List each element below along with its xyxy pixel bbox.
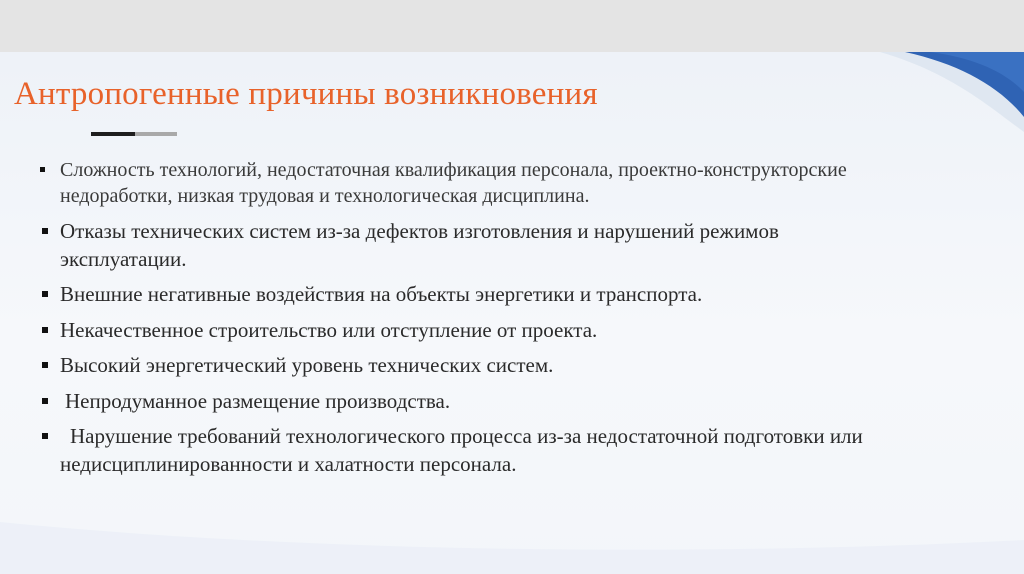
bullet-square-icon <box>42 362 48 368</box>
list-item: Высокий энергетический уровень технических систем. <box>34 352 894 380</box>
list-item: Внешние негативные воздействия на объекты энергетики и транспорта. <box>34 281 894 309</box>
bullet-square-icon <box>42 228 48 234</box>
bullet-square-icon <box>42 291 48 297</box>
top-band <box>0 0 1024 52</box>
bullet-square-icon <box>42 433 48 439</box>
list-item: Сложность технологий, недостаточная квалификация персонала, проектно-конструкторские недоработки, низкая трудовая и технологическая дисциплина. <box>34 158 894 209</box>
list-item: Некачественное строительство или отступление от проекта. <box>34 317 894 345</box>
bullet-list <box>34 158 894 486</box>
list-item: Отказы технических систем из-за дефектов изготовления и нарушений режимов эксплуатации. <box>34 218 894 273</box>
list-item: Нарушение требований технологического процесса из-за недостаточной подготовки или недисциплинированности и халатности персонала. <box>34 423 894 478</box>
list-item: Непродуманное размещение производства. <box>34 388 894 416</box>
slide <box>0 52 1024 574</box>
bullet-square-icon <box>42 398 48 404</box>
bullet-square-icon <box>42 327 48 333</box>
bullet-square-icon <box>40 167 45 172</box>
slide-title: Антропогенные причины возникновения <box>14 76 598 112</box>
title-underline <box>91 132 177 136</box>
